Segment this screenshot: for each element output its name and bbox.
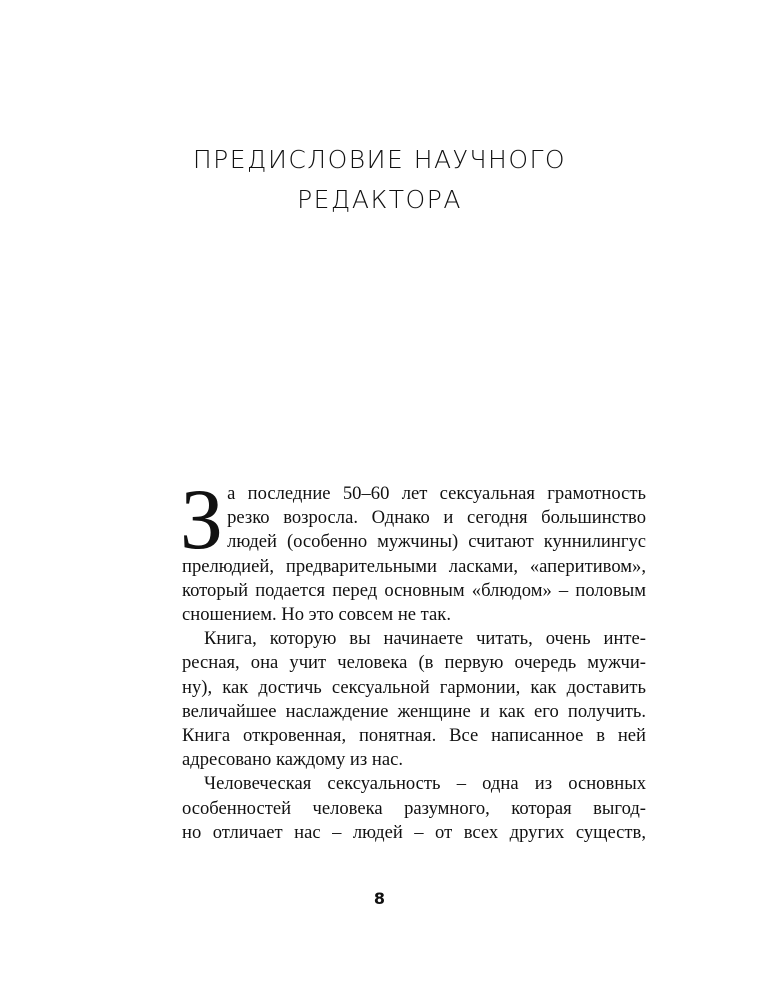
body-text bbox=[180, 471, 646, 845]
paragraph-1-line: а последние 50–60 лет сексуальная грамотность bbox=[227, 483, 646, 504]
paragraph-2-line: величайшее наслаждение женщине и как его получить. bbox=[182, 700, 646, 722]
drop-cap: З bbox=[180, 471, 224, 567]
chapter-title-line-2: РЕДАКТОРА bbox=[297, 185, 462, 214]
page-number: 8 bbox=[373, 889, 386, 908]
paragraph-3-line: Человеческая сексуальность – одна из основных bbox=[204, 773, 646, 795]
paragraph-2-line: Книга откровенная, понятная. Все написанное в ней bbox=[182, 725, 646, 747]
paragraph-1-line: который подается перед основным «блюдом» – половым bbox=[182, 579, 646, 601]
paragraph-3-line: особенностей человека разумного, которая выгод- bbox=[182, 797, 646, 819]
paragraph-2 bbox=[182, 627, 646, 772]
paragraph-1-line: людей (особенно мужчины) считают куннилингус bbox=[227, 531, 646, 553]
paragraph-2-line: ресная, она учит человека (в первую очередь мужчи- bbox=[182, 652, 646, 674]
paragraph-3-line: но отличает нас – людей – от всех других существ, bbox=[182, 821, 646, 843]
paragraph-3 bbox=[182, 772, 646, 845]
chapter-title-line-1: ПРЕДИСЛОВИЕ НАУЧНОГО bbox=[192, 145, 567, 174]
paragraph-1-line: прелюдией, предварительными ласками, «аперитивом», bbox=[182, 555, 646, 577]
paragraph-2-line: Книга, которую вы начинаете читать, очень инте- bbox=[204, 628, 646, 650]
paragraph-2-line: ну), как достичь сексуальной гармонии, как доставить bbox=[182, 676, 646, 698]
paragraph-1-line: резко возросла. Однако и сегодня большинство bbox=[227, 507, 646, 529]
chapter-title bbox=[0, 140, 759, 220]
paragraph-1 bbox=[180, 471, 646, 627]
paragraph-2-line: адресовано каждому из нас. bbox=[182, 749, 403, 771]
paragraph-1-line: сношением. Но это совсем не так. bbox=[182, 604, 451, 626]
